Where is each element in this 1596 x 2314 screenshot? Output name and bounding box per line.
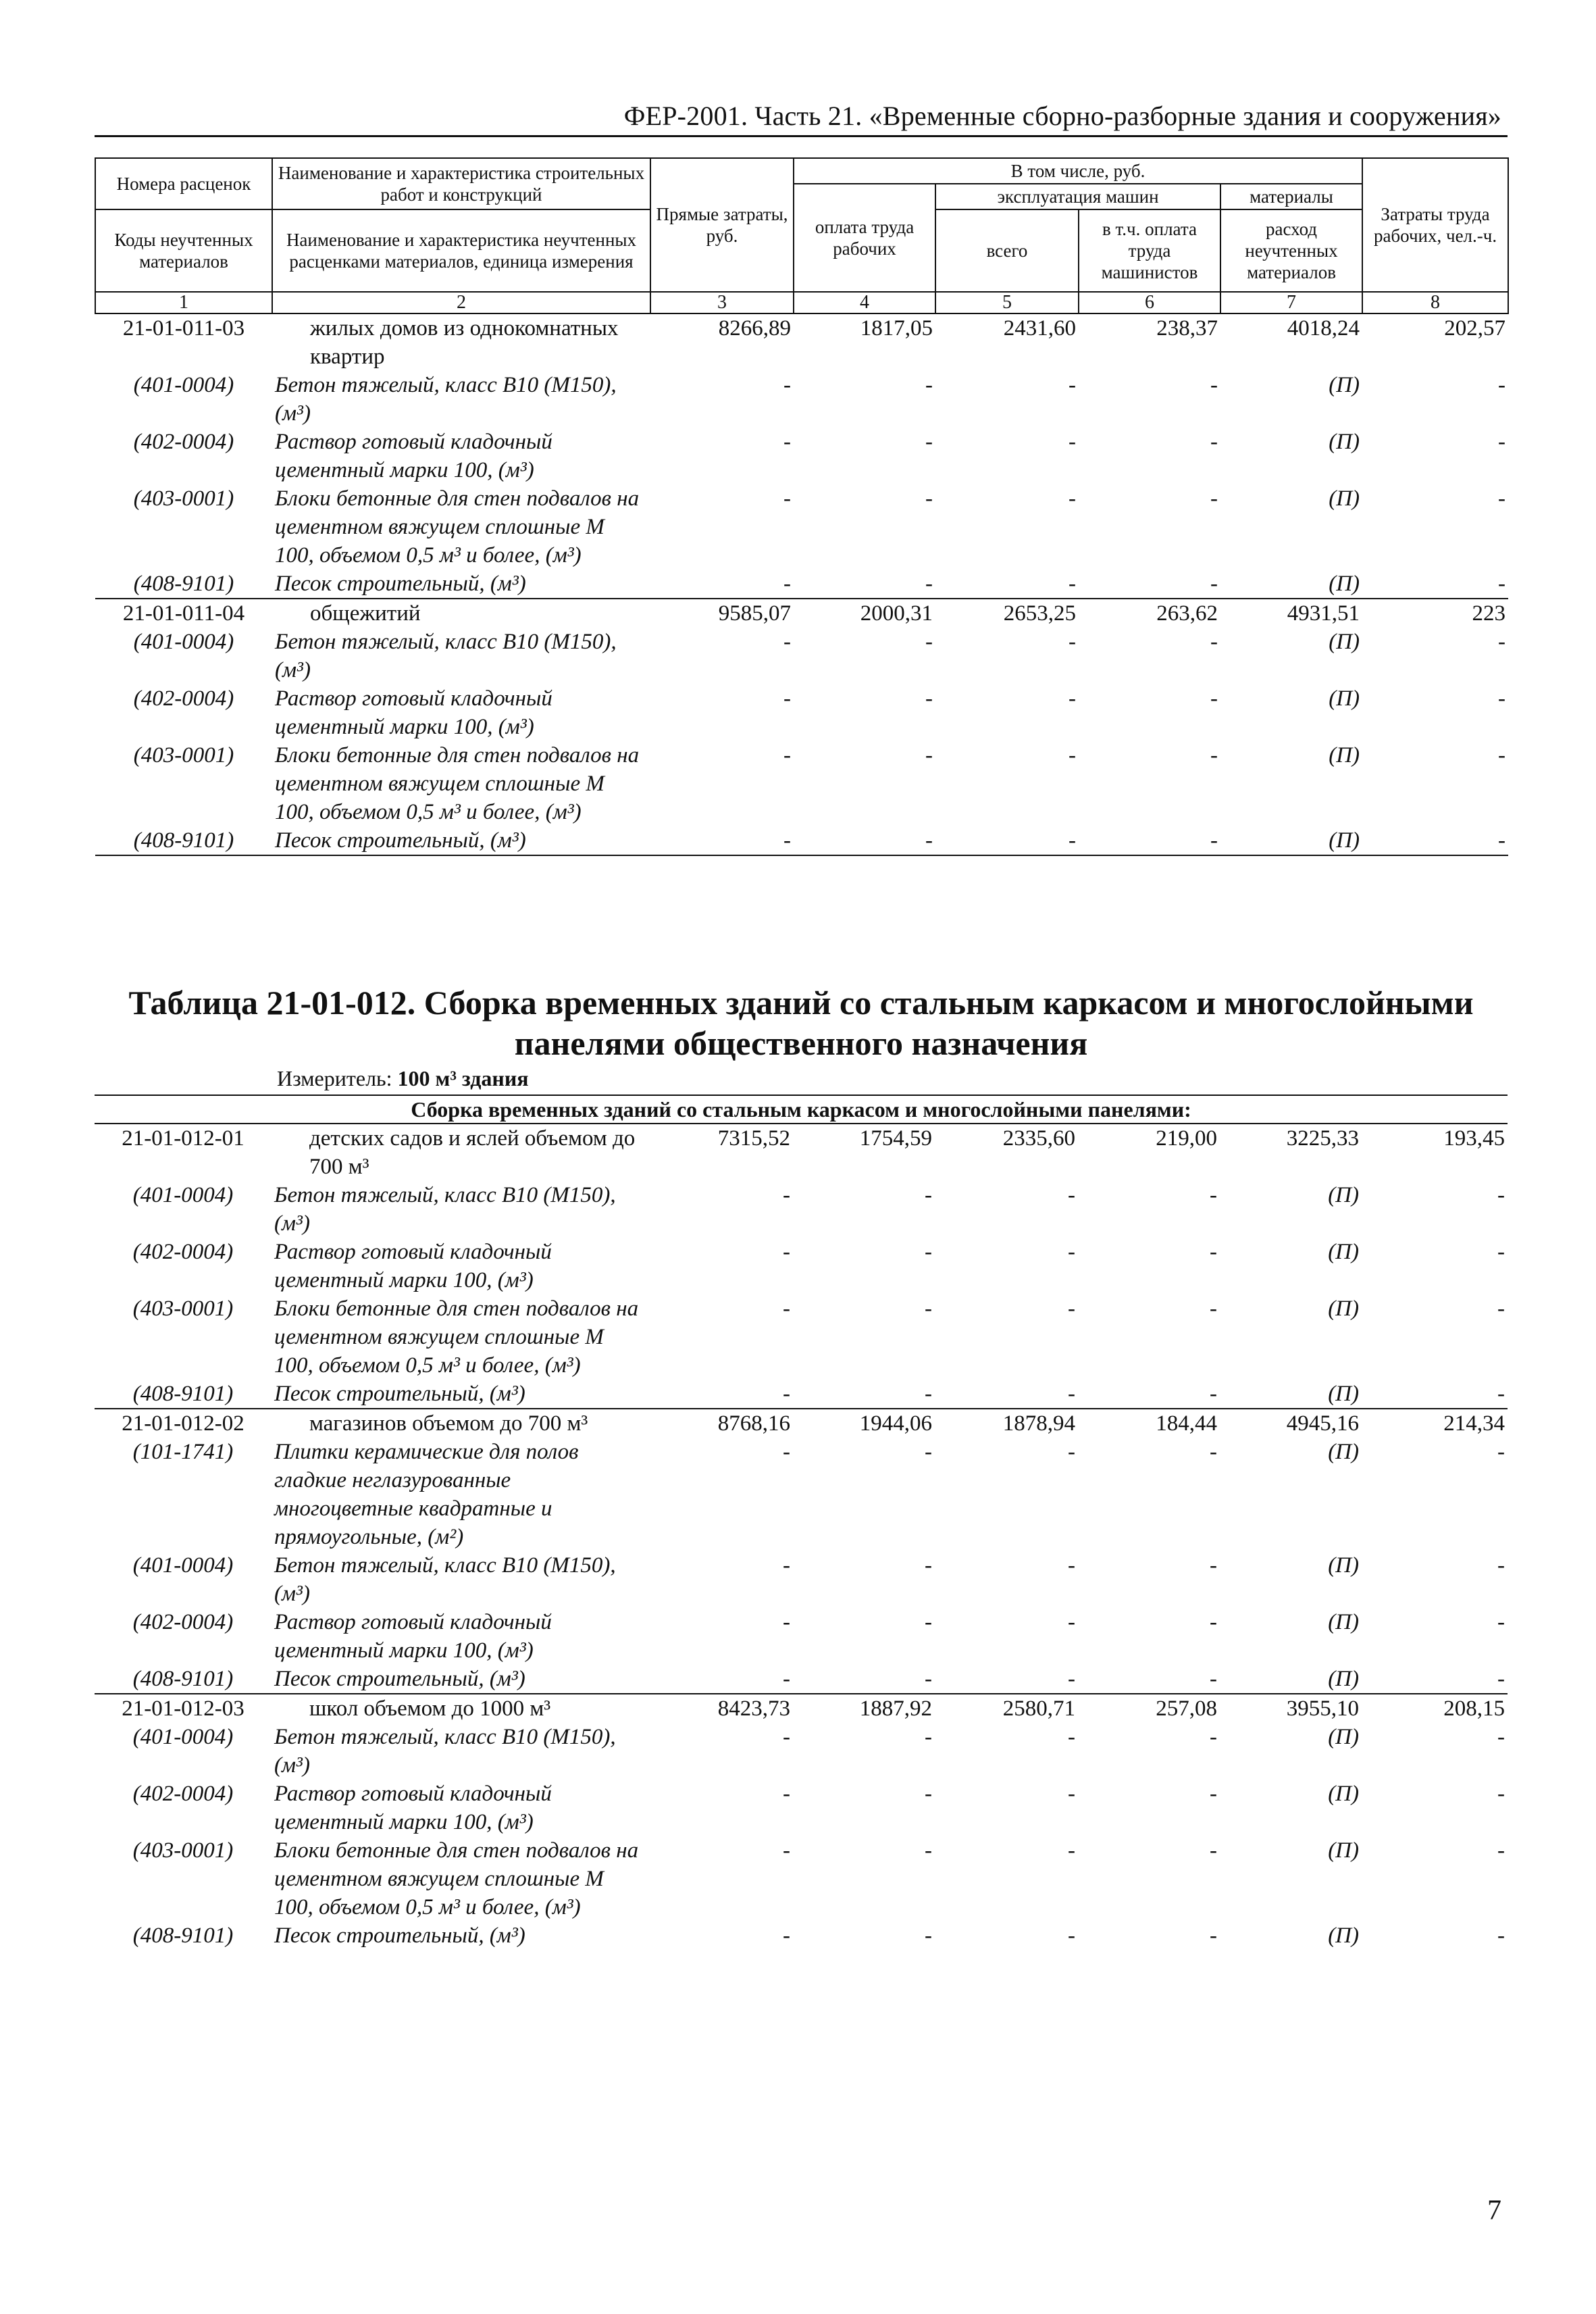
dash: -: [783, 430, 791, 454]
material-name: Блоки бетонные для стен подвалов на цементном вяжущем сплошные М 100, объемом 0,5 м³ и более, (м³): [275, 743, 640, 824]
material-name: Песок строительный, (м³): [275, 572, 526, 596]
dash: -: [783, 1923, 790, 1948]
material-code: (401-0004): [133, 630, 234, 654]
machines-total: 2335,60: [1002, 1126, 1075, 1151]
dash: -: [1068, 1240, 1075, 1264]
p-mark: (П): [1220, 826, 1362, 855]
material-name: Бетон тяжелый, класс В10 (М150), (м³): [274, 1553, 616, 1606]
dash: -: [1068, 1440, 1075, 1464]
dash: -: [1497, 1667, 1505, 1691]
dash: -: [925, 1240, 932, 1264]
p-mark: (П): [1328, 1382, 1359, 1406]
material-name: Блоки бетонные для стен подвалов на цементном вяжущем сплошные М 100, объемом 0,5 м³ и более, (м³): [274, 1838, 639, 1919]
table-row: [95, 1836, 1508, 1921]
col-num-7: 7: [1220, 292, 1362, 313]
page-number: 7: [1487, 2195, 1501, 2226]
col-num-1: 1: [95, 292, 272, 313]
labor-hours: 208,15: [1362, 1694, 1508, 1723]
dash: -: [1068, 1183, 1075, 1207]
p-mark: (П): [1328, 1553, 1359, 1578]
wages: 1944,06: [793, 1409, 935, 1438]
dash: -: [1497, 1183, 1505, 1207]
direct-costs: 8266,89: [650, 313, 794, 371]
material-name: Раствор готовый кладочный цементный марки 100, (м³): [274, 1240, 552, 1292]
dash: -: [783, 1725, 790, 1749]
machinist-wages: 263,62: [1079, 599, 1220, 628]
machinist-wages: 238,37: [1079, 313, 1220, 371]
material-name: Раствор готовый кладочный цементный марки 100, (м³): [274, 1610, 552, 1663]
rate-name: общежитий: [272, 599, 650, 628]
table-row: [95, 741, 1508, 826]
dash: -: [1069, 572, 1076, 596]
table-row: [95, 1181, 1508, 1238]
table-row: [95, 1294, 1508, 1380]
col-direct-costs-header: Прямые затраты, руб.: [650, 158, 794, 292]
p-mark: (П): [1328, 1838, 1359, 1863]
table-row: [95, 1665, 1508, 1694]
dash: -: [1210, 1610, 1217, 1634]
table-row: [95, 428, 1508, 484]
wages: 1754,59: [859, 1126, 932, 1151]
machinist-wages: 219,00: [1156, 1126, 1217, 1151]
dash: -: [925, 1297, 932, 1321]
col-num-2: 2: [272, 292, 650, 313]
dash: -: [1069, 686, 1076, 711]
dash: -: [783, 1240, 790, 1264]
table-row: [95, 826, 1508, 855]
col-unaccounted-materials-header: расход неучтенных материалов: [1220, 209, 1362, 292]
machinist-wages: 257,08: [1078, 1694, 1220, 1723]
col-material-names-header: Наименование и характеристика неучтенных расценками материалов, единица измерения: [272, 209, 650, 292]
dash: -: [1497, 1440, 1505, 1464]
dash: -: [1210, 1183, 1217, 1207]
dash: -: [1069, 373, 1076, 397]
dash: -: [1210, 1240, 1217, 1264]
material-code: (403-0001): [133, 486, 234, 511]
dash: -: [925, 572, 933, 596]
dash: -: [925, 430, 933, 454]
p-mark: (П): [1329, 430, 1360, 454]
p-mark: (П): [1329, 743, 1360, 768]
dash: -: [925, 1440, 932, 1464]
material-code: (408-9101): [132, 1923, 234, 1948]
dash: -: [783, 1610, 790, 1634]
dash: -: [1498, 430, 1506, 454]
machinist-wages: 184,44: [1078, 1409, 1220, 1438]
material-code: (403-0001): [133, 743, 234, 768]
material-code: (408-9101): [133, 828, 234, 853]
dash: -: [925, 1183, 932, 1207]
rate-name: детских садов и яслей объемом до 700 м³: [309, 1126, 636, 1179]
p-mark: (П): [1328, 1923, 1359, 1948]
p-mark: (П): [1329, 486, 1360, 511]
dash: -: [1497, 1838, 1505, 1863]
table-row: [95, 599, 1508, 628]
table-row: [95, 570, 1508, 599]
dash: -: [783, 373, 791, 397]
dash: -: [925, 630, 933, 654]
dash: -: [1069, 486, 1076, 511]
col-num-5: 5: [935, 292, 1079, 313]
table-row: [95, 1380, 1508, 1409]
dash: -: [1497, 1610, 1505, 1634]
materials-cost: 4931,51: [1220, 599, 1362, 628]
col-labor-hours-header: Затраты труда рабочих, чел.-ч.: [1362, 158, 1508, 292]
table-row: [95, 1409, 1508, 1438]
dash: -: [925, 486, 933, 511]
dash: -: [1498, 486, 1506, 511]
dash: -: [925, 1782, 932, 1806]
p-mark: (П): [1328, 1440, 1359, 1464]
dash: -: [1497, 1923, 1505, 1948]
dash: -: [1210, 1382, 1217, 1406]
col-wages-header: оплата труда рабочих: [794, 184, 935, 292]
p-mark: (П): [1328, 1725, 1359, 1749]
dash: -: [935, 826, 1079, 855]
dash: -: [783, 486, 791, 511]
p-mark: (П): [1329, 373, 1360, 397]
dash: -: [783, 1183, 790, 1207]
material-code: (401-0004): [132, 1725, 234, 1749]
material-code: (402-0004): [133, 686, 234, 711]
direct-costs: 8423,73: [650, 1694, 793, 1723]
table-row: [95, 1723, 1508, 1780]
dash: -: [1079, 826, 1220, 855]
col-num-3: 3: [650, 292, 794, 313]
direct-costs: 8768,16: [650, 1409, 793, 1438]
wages: 2000,31: [794, 599, 935, 628]
material-name: Песок строительный, (м³): [274, 1382, 525, 1406]
dash: -: [925, 1838, 932, 1863]
material-code: (401-0004): [133, 373, 234, 397]
table-row: [95, 313, 1508, 371]
table-row: [95, 1694, 1508, 1723]
dash: -: [1210, 1725, 1217, 1749]
direct-costs: 7315,52: [717, 1126, 790, 1151]
p-mark: (П): [1329, 686, 1360, 711]
p-mark: (П): [1328, 1240, 1359, 1264]
material-name: Бетон тяжелый, класс В10 (М150), (м³): [275, 630, 617, 682]
material-code: (402-0004): [132, 1610, 234, 1634]
dash: -: [925, 1667, 932, 1691]
dash: -: [1068, 1553, 1075, 1578]
rate-name: жилых домов из однокомнатных квартир: [272, 313, 650, 371]
material-name: Песок строительный, (м³): [274, 1667, 525, 1691]
dash: -: [1210, 486, 1218, 511]
material-name: Бетон тяжелый, класс В10 (М150), (м³): [275, 373, 617, 426]
table-row: [95, 1551, 1508, 1608]
material-name: Бетон тяжелый, класс В10 (М150), (м³): [274, 1725, 616, 1778]
material-code: (408-9101): [133, 572, 234, 596]
dash: -: [925, 1610, 932, 1634]
dash: -: [925, 1382, 932, 1406]
dash: -: [1068, 1782, 1075, 1806]
dash: -: [1068, 1838, 1075, 1863]
col-work-name-header: Наименование и характеристика строительных работ и конструкций: [272, 158, 650, 209]
dash: -: [1069, 630, 1076, 654]
dash: -: [1210, 1440, 1217, 1464]
material-name: Раствор готовый кладочный цементный марки 100, (м³): [275, 686, 552, 739]
dash: -: [783, 743, 791, 768]
rates-table-011: [95, 157, 1509, 856]
material-code: (402-0004): [133, 430, 234, 454]
dash: -: [1497, 1382, 1505, 1406]
col-num-6: 6: [1079, 292, 1220, 313]
dash: -: [1210, 1297, 1217, 1321]
dash: -: [925, 373, 933, 397]
dash: -: [1210, 1838, 1217, 1863]
material-code: (101-1741): [132, 1440, 234, 1464]
materials-cost: 4945,16: [1220, 1409, 1362, 1438]
dash: -: [650, 826, 794, 855]
p-mark: (П): [1328, 1297, 1359, 1321]
table-title: Таблица 21-01-012. Сборка временных зданий со стальным каркасом и многослойными панелями общественного назначения: [128, 984, 1474, 1062]
material-code: (401-0004): [132, 1183, 234, 1207]
material-code: (408-9101): [132, 1667, 234, 1691]
dash: -: [1497, 1240, 1505, 1264]
dash: -: [1069, 430, 1076, 454]
materials-header: материалы: [1220, 184, 1362, 209]
machines-header: эксплуатация машин: [935, 184, 1220, 209]
page-header: ФЕР-2001. Часть 21. «Временные сборно-разборные здания и сооружения»: [623, 101, 1501, 131]
dash: -: [783, 1838, 790, 1863]
col-num-4: 4: [794, 292, 935, 313]
dash: -: [783, 686, 791, 711]
p-mark: (П): [1329, 630, 1360, 654]
wages: 1817,05: [794, 313, 935, 371]
material-code: (403-0001): [132, 1297, 234, 1321]
dash: -: [1210, 1553, 1217, 1578]
dash: -: [1210, 373, 1218, 397]
dash: -: [1210, 572, 1218, 596]
table-row: [95, 484, 1508, 570]
rate-name: школ объемом до 1000 м³: [272, 1694, 650, 1723]
dash: -: [783, 1553, 790, 1578]
dash: -: [1497, 1553, 1505, 1578]
dash: -: [1498, 686, 1506, 711]
material-code: (403-0001): [132, 1838, 234, 1863]
material-name: Раствор готовый кладочный цементный марки 100, (м³): [275, 430, 552, 482]
dash: -: [1068, 1297, 1075, 1321]
p-mark: (П): [1329, 572, 1360, 596]
material-code: (402-0004): [132, 1782, 234, 1806]
measure-unit: [277, 1066, 529, 1091]
dash: -: [794, 826, 935, 855]
col-machinist-wages-header: в т.ч. оплата труда машинистов: [1079, 209, 1220, 292]
labor-hours: 202,57: [1362, 313, 1508, 371]
table-row: [95, 1238, 1508, 1294]
machines-total: 1878,94: [935, 1409, 1078, 1438]
material-name: Плитки керамические для полов гладкие неглазурованные многоцветные квадратные и прямоугольные, (м²): [274, 1440, 579, 1549]
dash: -: [1210, 1782, 1217, 1806]
table-row: [95, 1438, 1508, 1551]
labor-hours: 214,34: [1362, 1409, 1508, 1438]
section-title: Сборка временных зданий со стальным каркасом и многослойными панелями:: [95, 1095, 1508, 1124]
p-mark: (П): [1328, 1782, 1359, 1806]
table-row: [95, 1608, 1508, 1665]
dash: -: [783, 1297, 790, 1321]
machines-total: 2580,71: [935, 1694, 1078, 1723]
col-rate-number-header: Номера расценок: [95, 158, 272, 209]
dash: -: [1068, 1610, 1075, 1634]
dash: -: [925, 686, 933, 711]
machines-total: 2653,25: [935, 599, 1079, 628]
table-row: [95, 1780, 1508, 1836]
dash: -: [1497, 1782, 1505, 1806]
dash: -: [925, 1923, 932, 1948]
dash: -: [1210, 1667, 1217, 1691]
dash: -: [1498, 373, 1506, 397]
material-code: (408-9101): [132, 1382, 234, 1406]
material-name: Блоки бетонные для стен подвалов на цементном вяжущем сплошные М 100, объемом 0,5 м³ и более, (м³): [274, 1297, 639, 1378]
dash: -: [1498, 630, 1506, 654]
table-row: [95, 1921, 1508, 1950]
materials-cost: 3225,33: [1286, 1126, 1359, 1151]
rate-code: 21-01-011-04: [95, 599, 272, 628]
machines-total: 2431,60: [935, 313, 1079, 371]
rate-name: магазинов объемом до 700 м³: [272, 1409, 650, 1438]
dash: -: [1210, 1923, 1217, 1948]
table-row: [95, 628, 1508, 684]
material-name: Блоки бетонные для стен подвалов на цементном вяжущем сплошные М 100, объемом 0,5 м³ и более, (м³): [275, 486, 640, 568]
material-code: (401-0004): [132, 1553, 234, 1578]
material-name: Раствор готовый кладочный цементный марки 100, (м³): [274, 1782, 552, 1834]
dash: -: [925, 743, 933, 768]
labor-hours: 193,45: [1443, 1126, 1505, 1151]
dash: -: [1362, 826, 1508, 855]
direct-costs: 9585,07: [650, 599, 794, 628]
material-name: Песок строительный, (м³): [274, 1923, 525, 1948]
material-name: Песок строительный, (м³): [272, 826, 650, 855]
dash: -: [783, 630, 791, 654]
materials-cost: 3955,10: [1220, 1694, 1362, 1723]
dash: -: [925, 1725, 932, 1749]
dash: -: [1498, 743, 1506, 768]
dash: -: [783, 1667, 790, 1691]
dash: -: [1068, 1923, 1075, 1948]
dash: -: [783, 1782, 790, 1806]
unit-label: Измеритель:: [277, 1066, 392, 1090]
p-mark: (П): [1328, 1667, 1359, 1691]
col-material-codes-header: Коды неучтенных материалов: [95, 209, 272, 292]
dash: -: [1210, 630, 1218, 654]
rate-code: 21-01-012-03: [95, 1694, 272, 1723]
table-row: [95, 1124, 1508, 1181]
rates-table-012: [95, 1095, 1508, 1950]
dash: -: [1068, 1725, 1075, 1749]
in-total-header: В том числе, руб.: [794, 158, 1362, 184]
table-row: [95, 371, 1508, 428]
dash: -: [1210, 430, 1218, 454]
header-rule: [95, 135, 1508, 137]
unit-value: 100 м³ здания: [397, 1066, 529, 1090]
labor-hours: 223: [1362, 599, 1508, 628]
col-num-8: 8: [1362, 292, 1508, 313]
material-name: Бетон тяжелый, класс В10 (М150), (м³): [274, 1183, 616, 1236]
table-row: [95, 684, 1508, 741]
dash: -: [783, 1440, 790, 1464]
dash: -: [1068, 1382, 1075, 1406]
col-machines-total-header: всего: [935, 209, 1079, 292]
dash: -: [1210, 686, 1218, 711]
dash: -: [1497, 1725, 1505, 1749]
wages: 1887,92: [793, 1694, 935, 1723]
dash: -: [1068, 1667, 1075, 1691]
dash: -: [925, 1553, 932, 1578]
p-mark: (П): [1328, 1610, 1359, 1634]
dash: -: [1069, 743, 1076, 768]
materials-cost: 4018,24: [1220, 313, 1362, 371]
dash: -: [783, 572, 791, 596]
material-code: (402-0004): [132, 1240, 234, 1264]
dash: -: [1498, 572, 1506, 596]
dash: -: [783, 1382, 790, 1406]
dash: -: [1210, 743, 1218, 768]
p-mark: (П): [1328, 1183, 1359, 1207]
rate-code: 21-01-012-01: [122, 1126, 244, 1151]
rate-code: 21-01-012-02: [95, 1409, 272, 1438]
dash: -: [1497, 1297, 1505, 1321]
rate-code: 21-01-011-03: [95, 313, 272, 371]
